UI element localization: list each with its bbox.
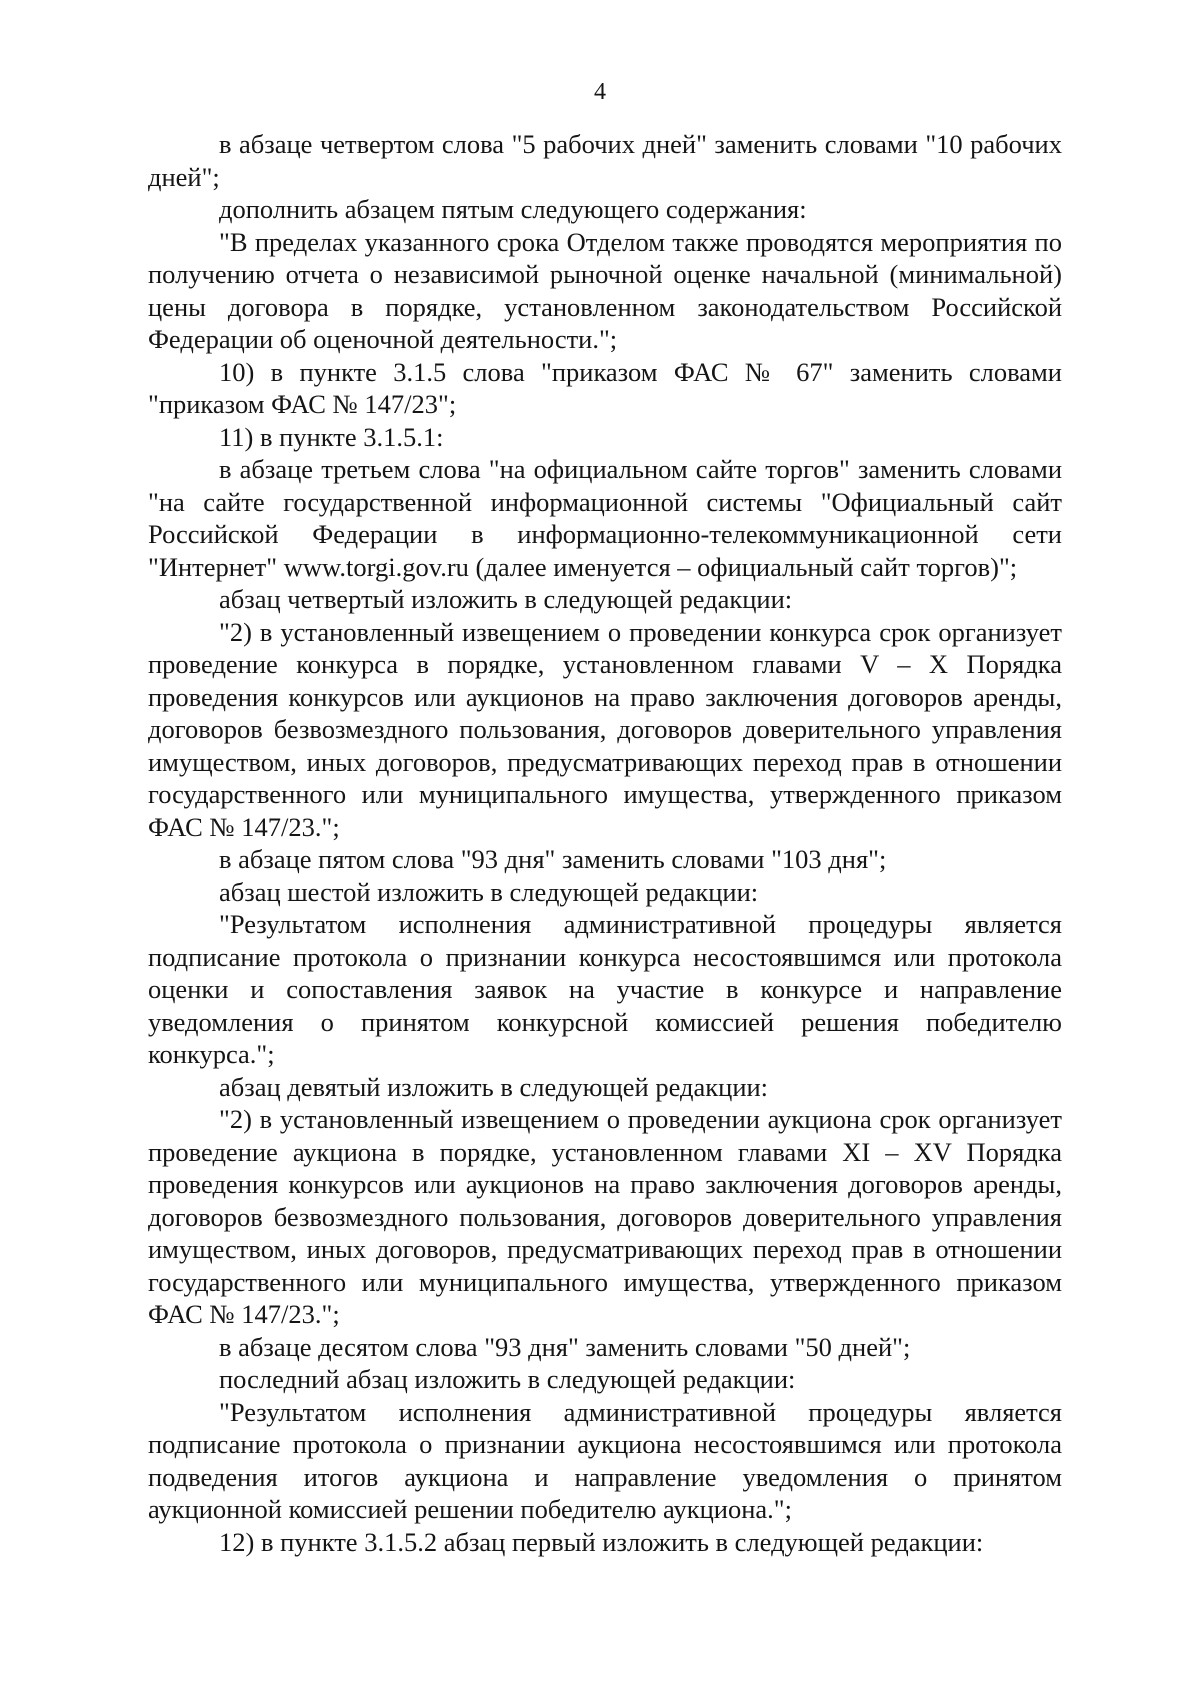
paragraph: 12) в пункте 3.1.5.2 абзац первый изложить в следующей редакции:	[219, 1526, 984, 1557]
paragraph: "Результатом исполнения административной процедуры является подписание протокола о признании аукциона несостоявшимся или протокола подведения итогов аукциона и направление уведомления о принятом аукционной комиссией решении победителю аукциона.";	[148, 1396, 1062, 1524]
paragraph: в абзаце третьем слова "на официальном сайте торгов" заменить словами "на сайте государственной информационной системы "Официальный сайт Российской Федерации в информационно-телекоммуникационной сети "Интернет" www.torgi.gov.ru (далее именуется – официальный сайт торгов)";	[148, 454, 1062, 582]
paragraph: 11) в пункте 3.1.5.1:	[219, 421, 444, 452]
paragraph: 10) в пункте 3.1.5 слова "приказом ФАС № 67" заменить словами "приказом ФАС № 147/23";	[148, 356, 1062, 419]
paragraph: "В пределах указанного срока Отделом также проводятся мероприятия по получению отчета о независимой рыночной оценке начальной (минимальной) цены договора в порядке, установленном законодательством Российской Федерации об оценочной деятельности.";	[148, 226, 1062, 354]
paragraph: абзац девятый изложить в следующей редакции:	[219, 1071, 769, 1102]
paragraph: "Результатом исполнения административной процедуры является подписание протокола о признании конкурса несостоявшимся или протокола оценки и сопоставления заявок на участие в конкурсе и направление уведомления о принятом конкурсной комиссией решения победителю конкурса.";	[148, 909, 1062, 1069]
paragraph: "2) в установленный извещением о проведении аукциона срок организует проведение аукциона в порядке, установленном главами XI – XV Порядка проведения конкурсов или аукционов на право заключения договоров аренды, договоров безвозмездного пользования, договоров доверительного управления имуществом, иных договоров, предусматривающих переход прав в отношении государственного или муниципального имущества, утвержденного приказом ФАС № 147/23.";	[148, 1104, 1062, 1329]
paragraph: последний абзац изложить в следующей редакции:	[219, 1364, 796, 1394]
page-number: 4	[594, 79, 606, 105]
paragraph: "2) в установленный извещением о проведении конкурса срок организует проведение конкурса в порядке, установленном главами V – X Порядка проведения конкурсов или аукционов на право заключения договоров аренды, договоров безвозмездного пользования, договоров доверительного управления имуществом, иных договоров, предусматривающих переход прав в отношении государственного или муниципального имущества, утвержденного приказом ФАС № 147/23.";	[148, 616, 1062, 842]
document-body	[148, 128, 1062, 1558]
paragraph: в абзаце пятом слова "93 дня" заменить словами "103 дня";	[219, 844, 887, 874]
paragraph: дополнить абзацем пятым следующего содержания:	[219, 194, 807, 224]
paragraph: в абзаце четвертом слова "5 рабочих дней" заменить словами "10 рабочих дней";	[148, 129, 1062, 192]
paragraph: абзац четвертый изложить в следующей редакции:	[219, 584, 793, 614]
paragraph: абзац шестой изложить в следующей редакции:	[219, 876, 759, 907]
paragraph: в абзаце десятом слова "93 дня" заменить словами "50 дней";	[219, 1331, 911, 1362]
